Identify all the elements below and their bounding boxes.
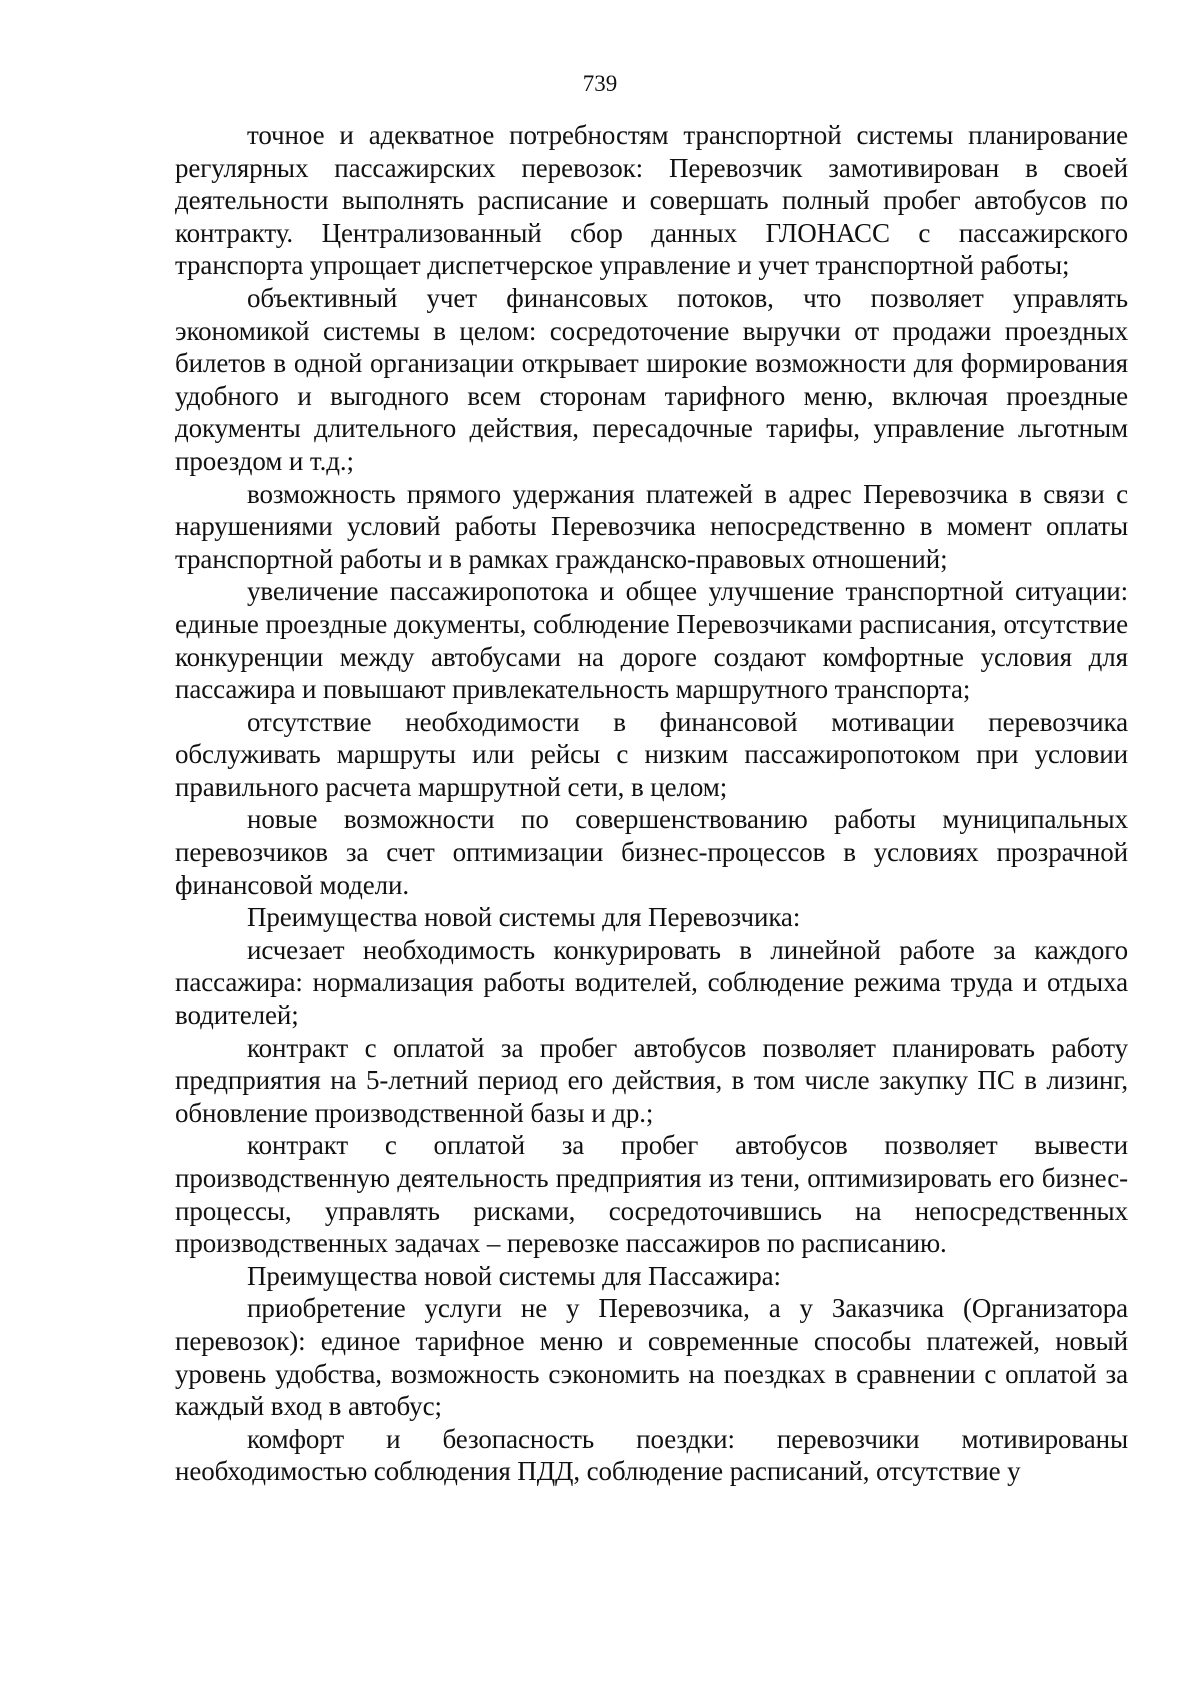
paragraph-payment-retention: возможность прямого удержания платежей в адрес Перевозчика в связи с нарушениями условий работы Перевозчика непосредственно в момент оплаты транспортной работы и в рамках гражданско-правовых отношений; <box>175 478 1128 574</box>
paragraph-no-competition: исчезает необходимость конкурировать в линейной работе за каждого пассажира: нормализация работы водителей, соблюдение режима труда и отдыха водителей; <box>175 934 1128 1031</box>
subheading-passenger-advantages: Преимущества новой системы для Пассажира: <box>247 1260 781 1291</box>
paragraph-no-motivation-needed: отсутствие необходимости в финансовой мотивации перевозчика обслуживать маршруты или рейсы с низким пассажиропотоком при условии правильного расчета маршрутной сети, в целом; <box>175 706 1128 802</box>
document-body <box>175 119 1128 1488</box>
page-number: 739 <box>582 71 618 96</box>
paragraph-passenger-flow: увеличение пассажиропотока и общее улучшение транспортной ситуации: единые проездные документы, соблюдение Перевозчиками расписания, отсутствие конкуренции между автобусами на дороге создают комфортные условия для пассажира и повышают привлекательность маршрутного транспорта; <box>175 576 1128 705</box>
paragraph-contract-transparency: контракт с оплатой за пробег автобусов позволяет вывести производственную деятельность предприятия из тени, оптимизировать его бизнес-процессы, управлять рисками, сосредоточившись на непосредственных производственных задачах – перевозке пассажиров по расписанию. <box>175 1130 1128 1259</box>
paragraph-planning: точное и адекватное потребностям транспортной системы планирование регулярных пассажирских перевозок: Перевозчик замотивирован в своей деятельности выполнять расписание и совершать полный пробег автобусов по контракту. Централизованный сбор данных ГЛОНАСС с пассажирского транспорта упрощает диспетчерское управление и учет транспортной работы; <box>175 120 1128 281</box>
paragraph-comfort-safety: комфорт и безопасность поездки: перевозчики мотивированы необходимостью соблюдения ПДД, соблюдение расписаний, отсутствие у <box>175 1423 1128 1487</box>
paragraph-service-from-customer: приобретение услуги не у Перевозчика, а у Заказчика (Организатора перевозок): единое тарифное меню и современные способы платежей, новый уровень удобства, возможность сэкономить на поездках в сравнении с оплатой за каждый вход в автобус; <box>175 1293 1128 1422</box>
subheading-carrier-advantages: Преимущества новой системы для Перевозчика: <box>247 902 801 933</box>
paragraph-contract-planning: контракт с оплатой за пробег автобусов позволяет планировать работу предприятия на 5-летний период его действия, в том числе закупку ПС в лизинг, обновление производственной базы и др.; <box>175 1032 1128 1128</box>
paragraph-municipal-carriers: новые возможности по совершенствованию работы муниципальных перевозчиков за счет оптимизации бизнес-процессов в условиях прозрачной финансовой модели. <box>175 804 1128 900</box>
paragraph-financial-accounting: объективный учет финансовых потоков, что позволяет управлять экономикой системы в целом: сосредоточение выручки от продажи проездных билетов в одной организации открывает широкие возможности для формирования удобного и выгодного всем сторонам тарифного меню, включая проездные документы длительного действия, пересадочные тарифы, управление льготным проездом и т.д.; <box>175 282 1128 476</box>
